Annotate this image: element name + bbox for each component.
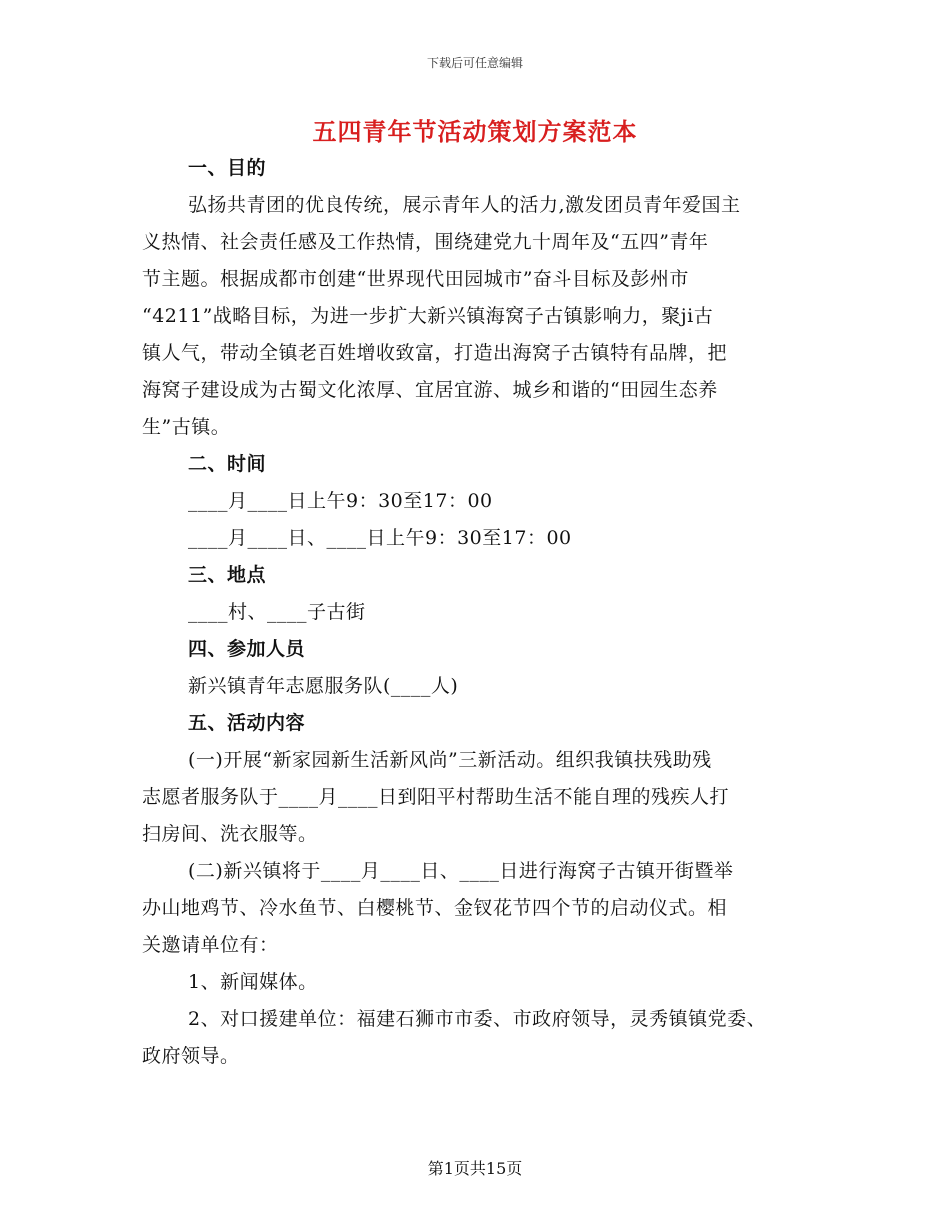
section-heading-time: 二、时间	[188, 453, 267, 475]
page-number: 第1页共15页	[427, 1159, 523, 1178]
header-note: 下载后可任意编辑	[426, 56, 523, 70]
paragraph-line: 义热情、社会责任感及工作热情，围绕建党九十周年及“五四”青年	[142, 231, 709, 253]
paragraph-line: “4211”战略目标，为进一步扩大新兴镇海窝子古镇影响力，聚ji古	[142, 305, 714, 327]
document-body	[142, 150, 822, 1075]
paragraph-line: 扫房间、洗衣服等。	[142, 823, 318, 845]
document-title: 五四青年节活动策划方案范本	[312, 117, 638, 146]
paragraph-line: 弘扬共青团的优良传统，展示青年人的活力,激发团员青年爱国主	[188, 194, 741, 216]
paragraph-line: 办山地鸡节、冷水鱼节、白樱桃节、金钗花节四个节的启动仪式。相	[142, 897, 728, 919]
section-heading-location: 三、地点	[188, 564, 267, 586]
section-heading-activities: 五、活动内容	[188, 712, 306, 734]
paragraph-line: 政府领导。	[142, 1045, 240, 1067]
paragraph-line: 镇人气，带动全镇老百姓增收致富，打造出海窝子古镇特有品牌，把	[142, 342, 728, 364]
paragraph-line: 关邀请单位有：	[142, 934, 279, 956]
paragraph-line: 生”古镇。	[142, 416, 231, 438]
section-heading-participants: 四、参加人员	[188, 638, 306, 660]
paragraph-line: 志愿者服务队于____月____日到阳平村帮助生活不能自理的残疾人打	[142, 786, 730, 808]
time-line: ____月____日、____日上午9：30至17：00	[188, 527, 572, 549]
list-item: 1、新闻媒体。	[188, 971, 318, 993]
list-item: 2、对口援建单位：福建石狮市市委、市政府领导，灵秀镇镇党委、	[188, 1008, 767, 1030]
location-line: ____村、____子古街	[188, 601, 366, 623]
paragraph-line: 海窝子建设成为古蜀文化浓厚、宜居宜游、城乡和谐的“田园生态养	[142, 379, 718, 401]
section-heading-purpose: 一、目的	[188, 157, 267, 179]
paragraph-line: (二)新兴镇将于____月____日、____日进行海窝子古镇开街暨举	[188, 860, 734, 882]
paragraph-line: (一)开展“新家园新生活新风尚”三新活动。组织我镇扶残助残	[188, 749, 712, 771]
participants-line: 新兴镇青年志愿服务队(____人)	[188, 675, 459, 697]
time-line: ____月____日上午9：30至17：00	[188, 490, 493, 512]
paragraph-line: 节主题。根据成都市创建“世界现代田园城市”奋斗目标及彭州市	[142, 268, 689, 290]
